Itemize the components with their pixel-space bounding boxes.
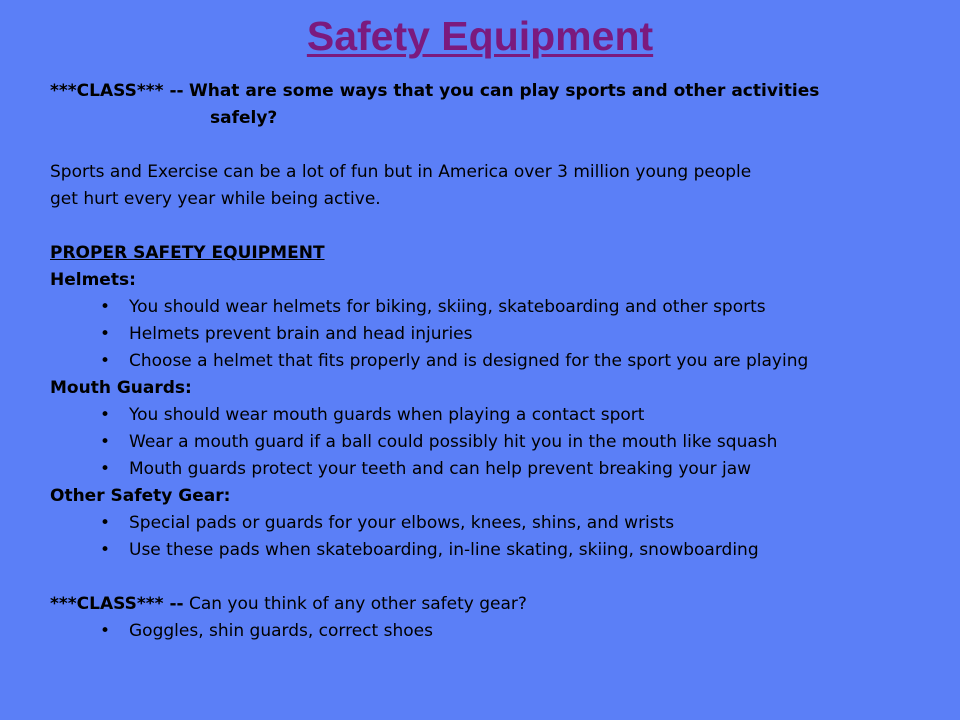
class-prefix: ***CLASS*** -- xyxy=(50,81,184,101)
bullet-icon: • xyxy=(100,405,111,425)
list-item xyxy=(50,294,930,321)
slide-title: Safety Equipment xyxy=(306,13,654,59)
list-item-text: Special pads or guards for your elbows, knees, shins, and wrists xyxy=(129,513,675,533)
intro-line-2: get hurt every year while being active. xyxy=(50,189,381,209)
class-question-1 xyxy=(50,78,930,105)
bullet-icon: • xyxy=(100,459,111,479)
spacer xyxy=(50,213,930,240)
section-heading: PROPER SAFETY EQUIPMENT xyxy=(50,243,325,263)
bullet-icon: • xyxy=(100,513,111,533)
class-question-2 xyxy=(50,591,930,618)
list-item-text: You should wear helmets for biking, skiing, skateboarding and other sports xyxy=(129,297,766,317)
bullet-icon: • xyxy=(100,351,111,371)
list-item xyxy=(50,618,930,645)
list-item-text: Wear a mouth guard if a ball could possibly hit you in the mouth like squash xyxy=(129,432,778,452)
class-prefix: ***CLASS*** -- xyxy=(50,594,184,614)
spacer xyxy=(50,132,930,159)
question-text-continued: safely? xyxy=(210,108,278,128)
list-item-text: Choose a helmet that fits properly and is designed for the sport you are playing xyxy=(129,351,809,371)
list-item-text: Use these pads when skateboarding, in-line skating, skiing, snowboarding xyxy=(129,540,759,560)
question-text: What are some ways that you can play sports and other activities xyxy=(188,81,820,101)
list-item-text: Mouth guards protect your teeth and can help prevent breaking your jaw xyxy=(129,459,752,479)
list-item xyxy=(50,402,930,429)
bullet-icon: • xyxy=(100,297,111,317)
slide-body xyxy=(50,78,930,645)
list-item xyxy=(50,321,930,348)
list-item-text: Helmets prevent brain and head injuries xyxy=(129,324,473,344)
list-item xyxy=(50,510,930,537)
mouth-guards-label: Mouth Guards: xyxy=(50,378,192,398)
bullet-icon: • xyxy=(100,621,111,641)
bullet-icon: • xyxy=(100,432,111,452)
list-item xyxy=(50,429,930,456)
list-item-text: You should wear mouth guards when playing a contact sport xyxy=(129,405,645,425)
bullet-icon: • xyxy=(100,324,111,344)
other-gear-label: Other Safety Gear: xyxy=(50,486,231,506)
list-item xyxy=(50,348,930,375)
question-text: Can you think of any other safety gear? xyxy=(188,594,527,614)
list-item xyxy=(50,456,930,483)
intro-line-1: Sports and Exercise can be a lot of fun but in America over 3 million young people xyxy=(50,162,752,182)
bullet-icon: • xyxy=(100,540,111,560)
helmets-label: Helmets: xyxy=(50,270,136,290)
list-item-text: Goggles, shin guards, correct shoes xyxy=(129,621,433,641)
list-item xyxy=(50,537,930,564)
spacer xyxy=(50,564,930,591)
